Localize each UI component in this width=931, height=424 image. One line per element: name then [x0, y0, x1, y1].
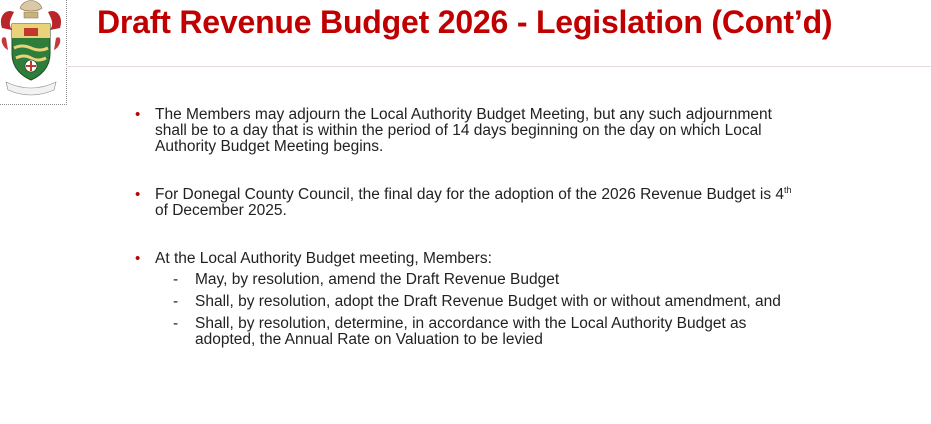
bullet-adjournment [135, 107, 895, 155]
sub-item-text: Shall, by resolution, determine, in accordance with the Local Authority Budget as adopted, the Annual Rate on Valuation to be levied [195, 315, 747, 348]
sub-item-text: Shall, by resolution, adopt the Draft Revenue Budget with or without amendment, and [195, 293, 781, 310]
sub-marker: - [173, 293, 179, 310]
bullet-marker: • [135, 250, 141, 267]
sub-item-amend [155, 272, 795, 288]
bullet-marker: • [135, 186, 141, 203]
bullet-budget-meeting-powers [135, 251, 895, 348]
ordinal-superscript: th [784, 185, 792, 195]
sub-marker: - [173, 271, 179, 288]
sub-item-text: May, by resolution, amend the Draft Revenue Budget [195, 271, 560, 288]
bullet-text-part: For Donegal County Council, the final day for the adoption of the 2026 Revenue Budget is 4 [155, 186, 785, 203]
sub-item-determine-rate [155, 316, 795, 348]
bullet-marker: • [135, 106, 141, 123]
county-crest-logo [0, 0, 67, 105]
slide-title: Draft Revenue Budget 2026 - Legislation (Cont’d) [97, 4, 833, 40]
bullet-text: At the Local Authority Budget meeting, Members: [155, 250, 492, 267]
sub-marker: - [173, 315, 179, 332]
bullet-text: The Members may adjourn the Local Authority Budget Meeting, but any such adjournment shall be to a day that is within the period of 14 days beginning on the day on which Local Authority Budget Meeting begins. [155, 106, 772, 155]
bullet-final-adoption-date [135, 187, 895, 219]
county-crest-icon [0, 0, 66, 104]
sub-list [155, 272, 895, 348]
sub-item-adopt [155, 294, 795, 310]
bullet-text-part: of December 2025. [155, 202, 287, 219]
title-divider [66, 66, 931, 67]
bullet-text [155, 187, 795, 219]
slide-content [135, 107, 895, 348]
